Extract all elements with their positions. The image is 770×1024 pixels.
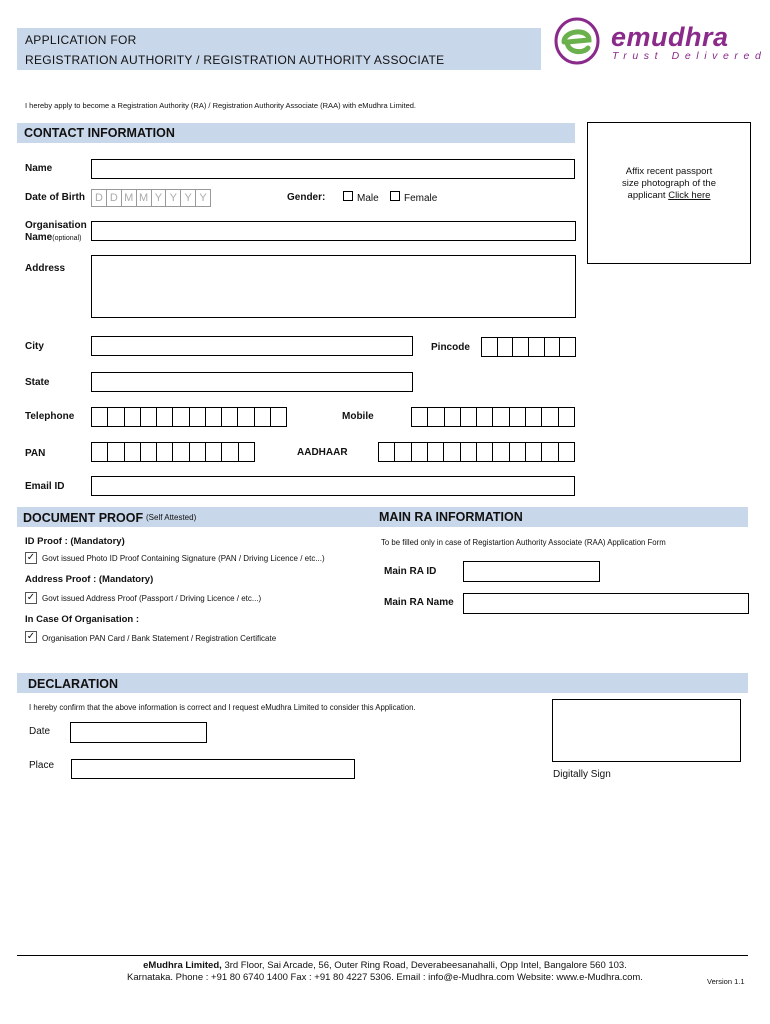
footer-company: eMudhra Limited, bbox=[143, 960, 222, 971]
dob-cell: Y bbox=[152, 190, 167, 206]
pincode-label: Pincode bbox=[431, 342, 470, 353]
address-proof-label: Address Proof : (Mandatory) bbox=[25, 574, 154, 585]
address-proof-item: Govt issued Address Proof (Passport / Driving Licence / etc...) bbox=[42, 594, 262, 603]
dob-cell: D bbox=[107, 190, 122, 206]
title-line-2: REGISTRATION AUTHORITY / REGISTRATION AUTHORITY ASSOCIATE bbox=[25, 53, 445, 67]
organisation-proof-item: Organisation PAN Card / Bank Statement / Registration Certificate bbox=[42, 634, 277, 643]
dob-cell: D bbox=[92, 190, 107, 206]
dob-cell: M bbox=[122, 190, 137, 206]
organisation-proof-label: In Case Of Organisation : bbox=[25, 614, 140, 625]
aadhaar-field[interactable] bbox=[378, 442, 575, 462]
footer-line-2: Karnataka. Phone : +91 80 6740 1400 Fax : +91 80 4227 5306. Email : info@e-Mudhra.com Website: www.e-Mudhra.com. bbox=[127, 972, 643, 983]
photo-click-link[interactable]: Click here bbox=[668, 190, 711, 201]
org-name-word: Name bbox=[25, 232, 53, 243]
state-label: State bbox=[25, 377, 50, 388]
email-field[interactable] bbox=[91, 476, 575, 496]
mobile-field[interactable] bbox=[411, 407, 575, 427]
title-line-1: APPLICATION FOR bbox=[25, 33, 137, 47]
org-label: Organisation bbox=[25, 220, 87, 231]
main-ra-id-field[interactable] bbox=[463, 561, 600, 582]
telephone-label: Telephone bbox=[25, 411, 75, 422]
logo-brand: emudhra bbox=[611, 22, 729, 52]
footer-address: 3rd Floor, Sai Arcade, 56, Outer Ring Road, Deverabeesanahalli, Opp Intel, Bangalore 560 103. bbox=[224, 960, 627, 971]
place-label: Place bbox=[29, 760, 55, 771]
telephone-field[interactable] bbox=[91, 407, 287, 427]
pan-field[interactable] bbox=[91, 442, 255, 462]
org-label-2 bbox=[25, 232, 81, 243]
female-label: Female bbox=[404, 193, 438, 204]
address-label: Address bbox=[25, 263, 66, 274]
mobile-label: Mobile bbox=[342, 411, 374, 422]
city-label: City bbox=[25, 341, 44, 352]
name-field[interactable] bbox=[91, 159, 575, 179]
version-label: Version 1.1 bbox=[707, 977, 745, 986]
male-label: Male bbox=[357, 193, 379, 204]
id-proof-label: ID Proof : (Mandatory) bbox=[25, 536, 125, 547]
address-proof-checkbox[interactable]: ✓ bbox=[26, 592, 36, 603]
pan-label: PAN bbox=[25, 448, 46, 459]
main-ra-note: To be filled only in case of Registartion Authority Associate (RAA) Application Form bbox=[381, 538, 666, 547]
email-label: Email ID bbox=[25, 481, 65, 492]
dob-field[interactable] bbox=[91, 189, 211, 207]
emudhra-logo-icon bbox=[553, 16, 601, 66]
male-checkbox[interactable] bbox=[343, 191, 353, 201]
photo-text-1: Affix recent passport bbox=[625, 166, 713, 177]
address-field[interactable] bbox=[91, 255, 576, 318]
aadhaar-label: AADHAAR bbox=[297, 447, 348, 458]
gender-label: Gender: bbox=[287, 192, 326, 203]
main-ra-name-field[interactable] bbox=[463, 593, 749, 614]
photo-text-2: size photograph of the bbox=[621, 178, 716, 189]
organisation-field[interactable] bbox=[91, 221, 576, 241]
date-field[interactable] bbox=[70, 722, 207, 743]
date-label: Date bbox=[29, 726, 51, 737]
id-proof-item: Govt issued Photo ID Proof Containing Signature (PAN / Driving Licence / etc...) bbox=[42, 554, 325, 563]
id-proof-checkbox[interactable]: ✓ bbox=[26, 552, 36, 563]
document-proof-title: DOCUMENT PROOF bbox=[23, 511, 144, 525]
dob-cell: Y bbox=[181, 190, 196, 206]
organisation-proof-checkbox[interactable]: ✓ bbox=[26, 631, 36, 642]
declaration-title: DECLARATION bbox=[28, 677, 119, 691]
footer-divider bbox=[17, 955, 748, 956]
digital-sign-label: Digitally Sign bbox=[553, 769, 611, 780]
place-field[interactable] bbox=[71, 759, 355, 779]
contact-section-title: CONTACT INFORMATION bbox=[24, 126, 175, 140]
digital-sign-box[interactable] bbox=[552, 699, 741, 762]
org-optional: (optional) bbox=[52, 235, 82, 242]
document-proof-note: (Self Attested) bbox=[146, 513, 197, 522]
declaration-text: I hereby confirm that the above information is correct and I request eMudhra Limited to consider this Application. bbox=[29, 703, 416, 712]
main-ra-id-label: Main RA ID bbox=[384, 566, 437, 577]
pincode-field[interactable] bbox=[481, 337, 576, 357]
name-label: Name bbox=[25, 163, 53, 174]
main-ra-name-label: Main RA Name bbox=[384, 597, 454, 608]
photo-box[interactable] bbox=[587, 122, 751, 264]
dob-cell: Y bbox=[199, 192, 207, 204]
photo-text-3: applicant bbox=[627, 190, 666, 201]
declaration-band bbox=[17, 673, 748, 693]
dob-cell: M bbox=[137, 190, 152, 206]
state-field[interactable] bbox=[91, 372, 413, 392]
city-field[interactable] bbox=[91, 336, 413, 356]
female-checkbox[interactable] bbox=[390, 191, 400, 201]
dob-label: Date of Birth bbox=[25, 192, 85, 203]
dob-cell: Y bbox=[166, 190, 181, 206]
intro-text: I hereby apply to become a Registration Authority (RA) / Registration Authority Associate (RAA) with eMudhra Limited. bbox=[25, 101, 417, 110]
logo-tagline: Trust Delivered bbox=[612, 50, 767, 62]
main-ra-title: MAIN RA INFORMATION bbox=[379, 510, 523, 524]
footer-line-1 bbox=[0, 960, 770, 971]
